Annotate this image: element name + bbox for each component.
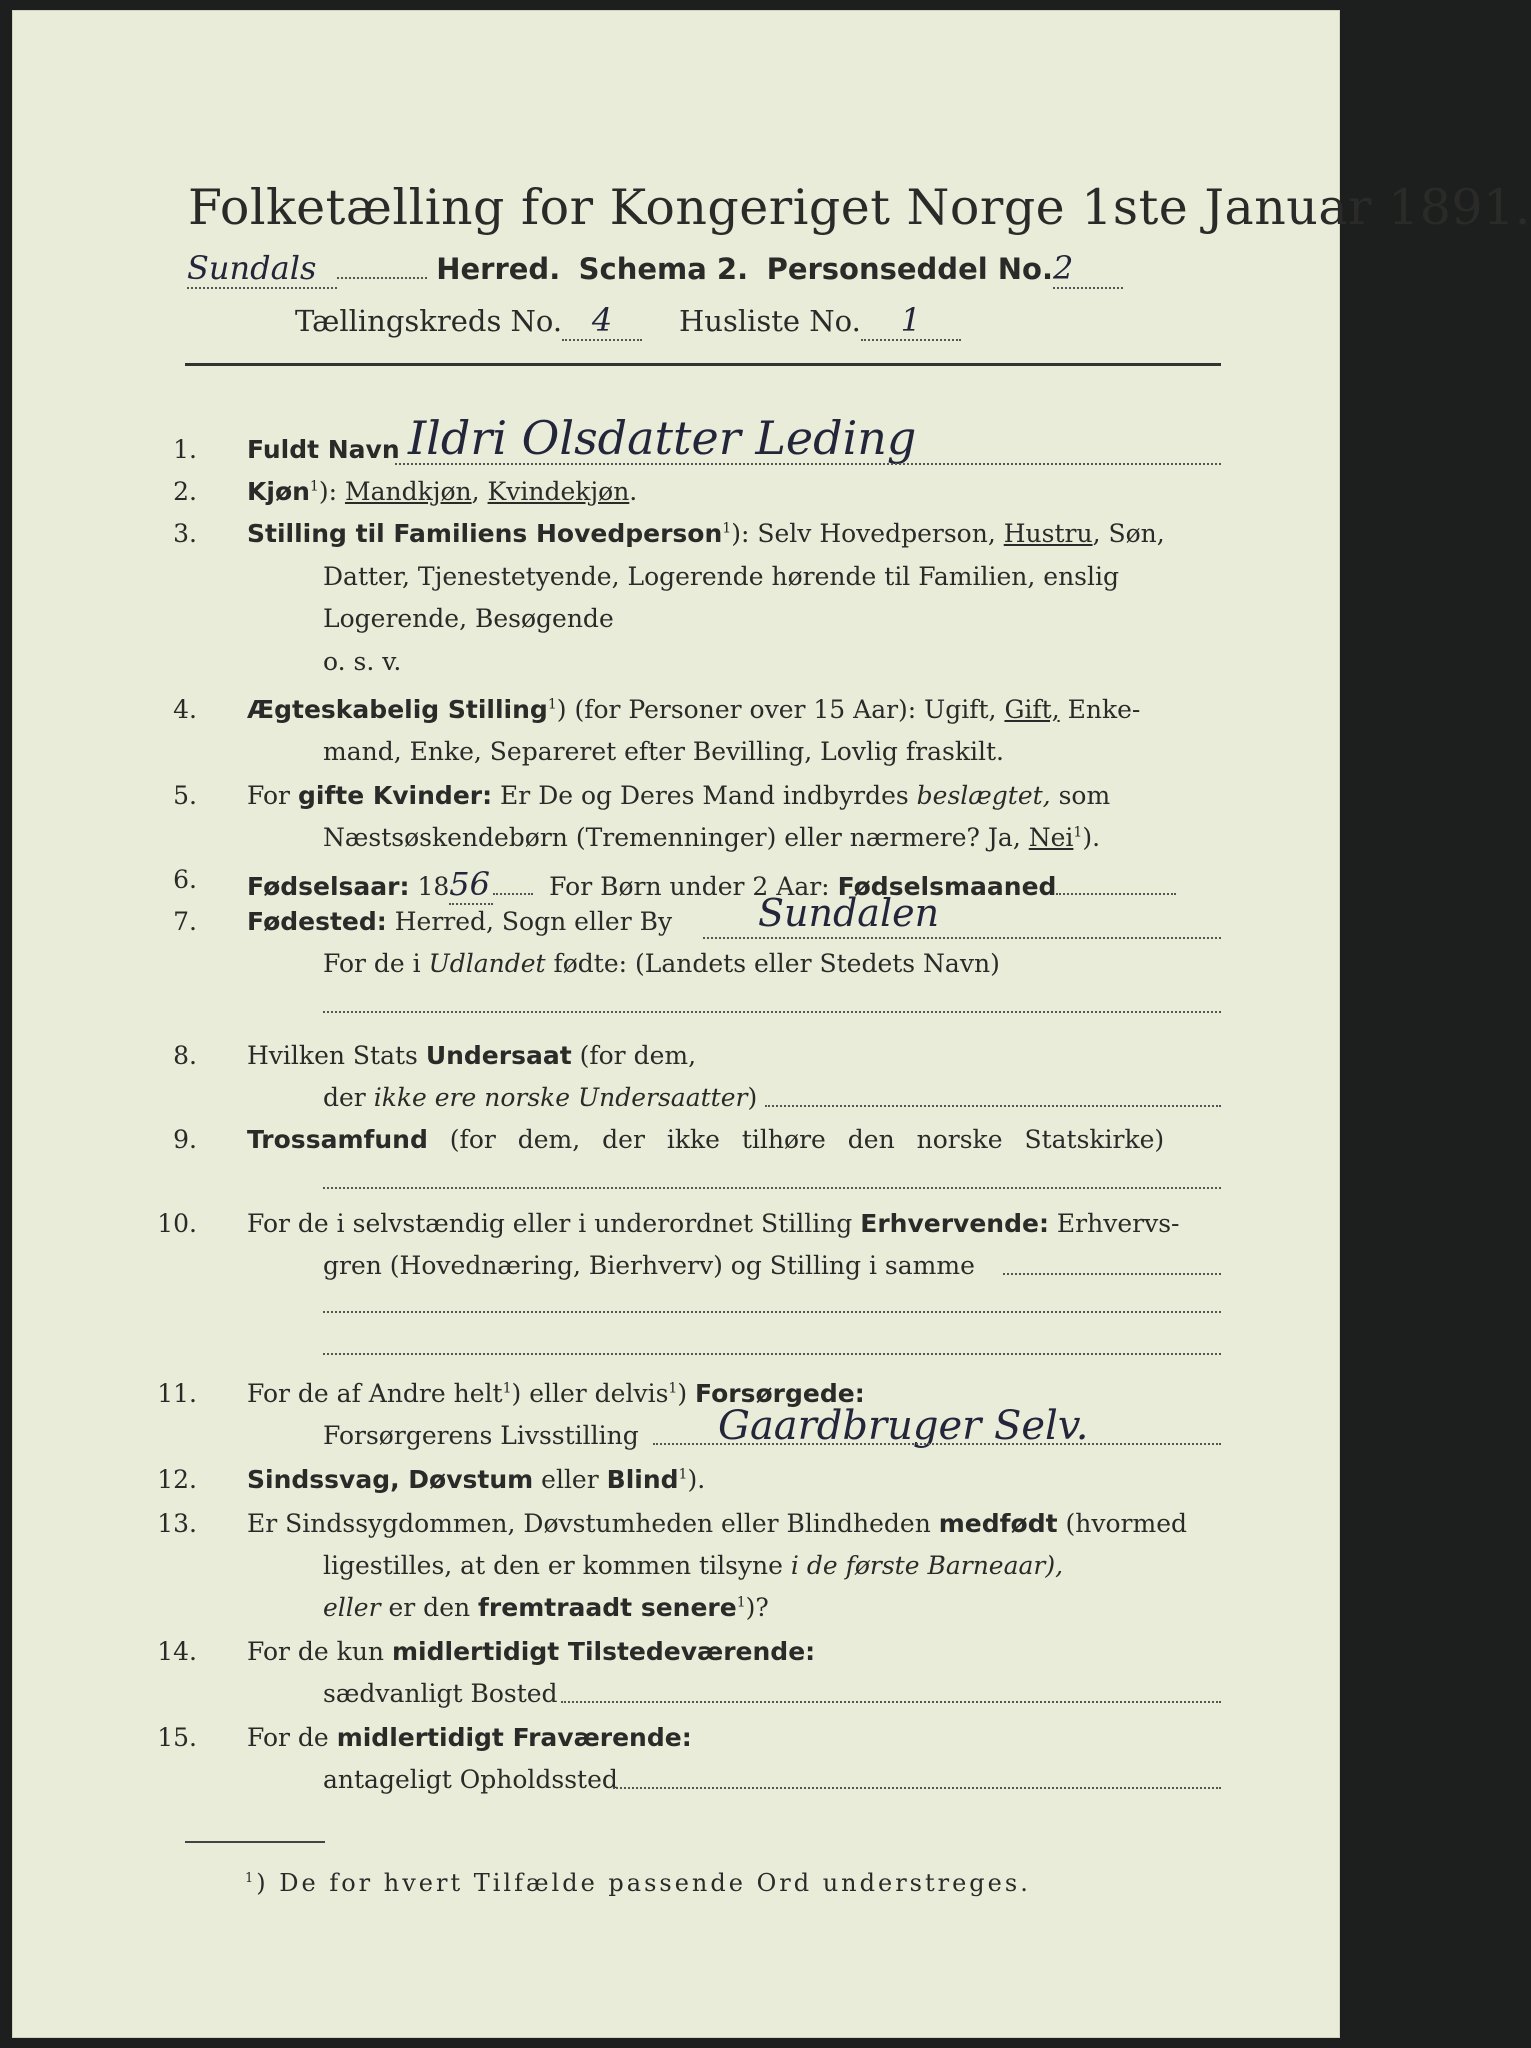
q12-number: 12. <box>157 1465 197 1494</box>
form-title: Folketælling for Kongeriget Norge 1ste Januar 1891. <box>188 179 1531 236</box>
q6-row: Fødselsaar: 1856 For Børn under 2 Aar: Fødselsmaaned <box>247 865 1176 905</box>
footnote: $^1$) De for hvert Tilfælde passende Ord understreges. <box>245 1869 1031 1897</box>
q13-number: 13. <box>157 1509 197 1538</box>
q1-number: 1. <box>173 435 197 464</box>
schema-label: Schema 2. <box>578 252 749 286</box>
q8-row2: der ikke ere norske Undersaatter) <box>323 1083 758 1112</box>
q10-number: 10. <box>157 1209 197 1238</box>
q11-row1: For de af Andre helt$^1$) eller delvis$^1$) Forsørgede: <box>247 1379 865 1408</box>
header-rule <box>185 363 1221 366</box>
husliste-value: 1 <box>861 301 961 341</box>
footnote-rule <box>185 1841 325 1843</box>
q10-row1: For de i selvstændig eller i underordnet Stilling Erhvervende: Erhvervs- <box>247 1209 1180 1238</box>
q10-row2: gren (Hovednæring, Bierhverv) og Stilling i samme <box>323 1251 975 1280</box>
census-form-page <box>12 10 1531 2038</box>
q6-birthyear-value: 56 <box>449 865 493 905</box>
q9-row: Trossamfund (for dem, der ikke tilhøre den norske Statskirke) <box>247 1125 1165 1154</box>
q8-row1: Hvilken Stats Undersaat (for dem, <box>247 1041 697 1070</box>
q4-row2: mand, Enke, Separeret efter Bevilling, Lovlig fraskilt. <box>323 737 1004 766</box>
q11-number: 11. <box>157 1379 197 1408</box>
q1-label: Fuldt Navn <box>247 435 400 464</box>
kreds-label: Tællingskreds No. <box>295 304 563 338</box>
q12-row: Sindssvag, Døvstum eller Blind$^1$). <box>247 1465 706 1494</box>
q2-number: 2. <box>173 477 197 506</box>
q7-birthplace-value: Sundalen <box>758 891 940 935</box>
q2-option-kvindekjon: Kvindekjøn <box>487 477 630 506</box>
q5-row2: Næstsøskendebørn (Tremenninger) eller nærmere? Ja, Nei$^1$). <box>323 823 1101 852</box>
q9-number: 9. <box>173 1125 197 1154</box>
q5-option-nei: Nei <box>1028 823 1074 852</box>
q6-number: 6. <box>173 865 197 894</box>
q3-row1: Stilling til Familiens Hovedperson$^1$): Selv Hovedperson, Hustru, Søn, <box>247 519 1165 548</box>
q7-row1: Fødested: Herred, Sogn eller By <box>247 907 673 936</box>
q1-value: Ildri Olsdatter Leding <box>408 411 917 465</box>
q13-row3: eller er den fremtraadt senere$^1$)? <box>323 1593 769 1622</box>
q11-provider-value: Gaardbruger Selv. <box>718 1403 1089 1449</box>
q1-row <box>247 435 400 464</box>
personseddel-value: 2 <box>1053 249 1123 289</box>
q15-row1: For de midlertidigt Fraværende: <box>247 1723 692 1752</box>
q3-option-hustru: Hustru <box>1003 519 1093 548</box>
kreds-row <box>295 301 961 341</box>
q3-row2: Datter, Tjenestetyende, Logerende hørende til Familien, enslig <box>323 562 1120 591</box>
q14-row1: For de kun midlertidigt Tilstedeværende: <box>247 1637 816 1666</box>
kreds-value: 4 <box>562 301 642 341</box>
herred-row <box>187 249 1123 289</box>
q5-number: 5. <box>173 781 197 810</box>
q11-row2: Forsørgerens Livsstilling <box>323 1421 639 1450</box>
herred-label: Herred. <box>436 252 561 286</box>
q15-number: 15. <box>157 1723 197 1752</box>
q15-row2: antageligt Opholdssted <box>323 1765 618 1794</box>
q4-number: 4. <box>173 695 197 724</box>
q4-option-gift: Gift, <box>1004 695 1060 724</box>
husliste-label: Husliste No. <box>678 304 861 338</box>
q4-row1: Ægteskabelig Stilling$^1$) (for Personer over 15 Aar): Ugift, Gift, Enke- <box>247 695 1141 724</box>
q7-row2: For de i Udlandet fødte: (Landets eller Stedets Navn) <box>323 949 1000 978</box>
q3-row3: Logerende, Besøgende <box>323 604 614 633</box>
q13-row2: ligestilles, at den er kommen tilsyne i de første Barneaar), <box>323 1551 1064 1580</box>
q3-row4: o. s. v. <box>323 647 402 676</box>
personseddel-label: Personseddel No. <box>766 252 1053 286</box>
q13-row1: Er Sindssygdommen, Døvstumheden eller Blindheden medfødt (hvormed <box>247 1509 1187 1538</box>
q8-number: 8. <box>173 1041 197 1070</box>
q2-row: Kjøn$^1$): Mandkjøn, Kvindekjøn. <box>247 477 638 506</box>
q3-number: 3. <box>173 519 197 548</box>
q5-row1: For gifte Kvinder: Er De og Deres Mand indbyrdes beslægtet, som <box>247 781 1111 810</box>
q7-number: 7. <box>173 907 197 936</box>
herred-value: Sundals <box>187 249 337 289</box>
q14-number: 14. <box>157 1637 197 1666</box>
q14-row2: sædvanligt Bosted <box>323 1679 558 1708</box>
q2-option-mandkjon: Mandkjøn <box>344 477 472 506</box>
